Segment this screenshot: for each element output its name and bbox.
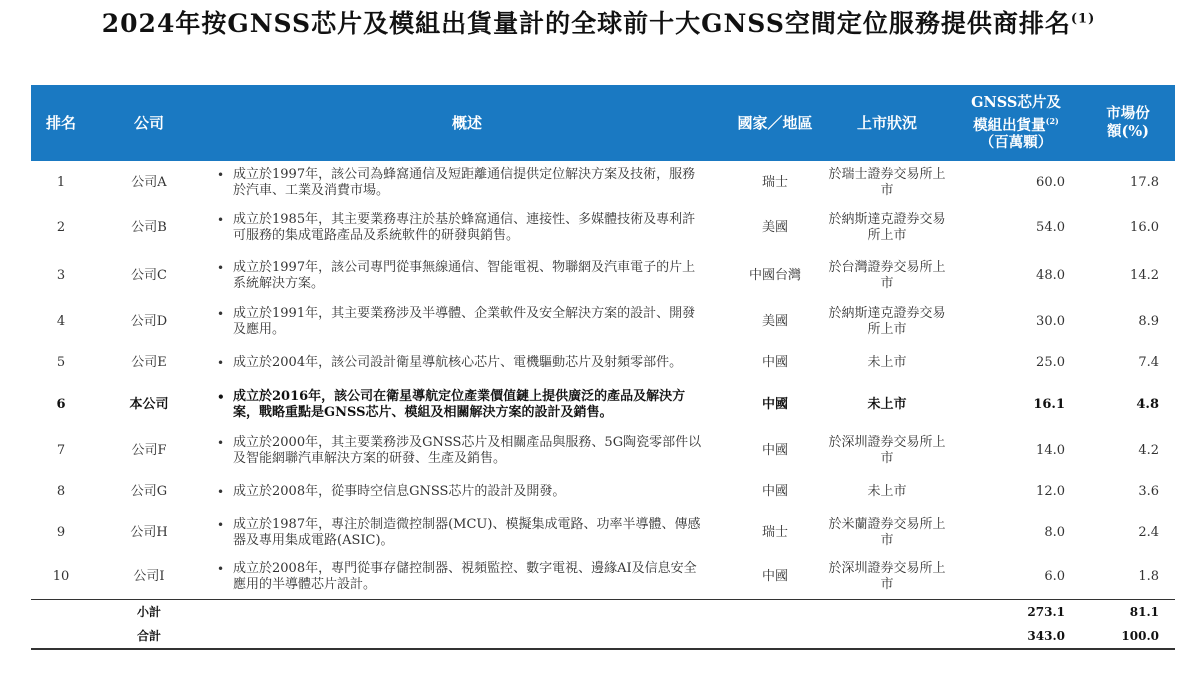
overview-text: 成立於2016年，該公司在衛星導航定位產業價值鏈上提供廣泛的產品及解決方案，戰略重點是GNSS芯片、模組及相關解決方案的設計及銷售。 [233, 389, 686, 420]
overview-cell [207, 428, 727, 473]
share-cell: 2.4 [1138, 525, 1159, 540]
overview-text: 成立於1997年，該公司為蜂窩通信及短距離通信提供定位解決方案及技術，服務於汽車、工業及消費市場。 [233, 166, 696, 198]
col-header-overview: 概述 [207, 85, 727, 161]
overview-cell [207, 300, 727, 343]
region-cell: 中國 [761, 484, 788, 499]
listing-cell: 未上市 [867, 484, 907, 499]
total-share: 100.0 [1081, 624, 1175, 649]
overview-cell [207, 555, 727, 599]
share-cell: 17.8 [1130, 174, 1159, 190]
rank-cell: 1 [56, 174, 66, 190]
overview-text: 成立於2000年，其主要業務涉及GNSS芯片及相關產品與服務、5G陶瓷零部件以及智能網聯汽車解決方案的研發、生產及銷售。 [233, 434, 702, 466]
share-cell: 4.2 [1138, 442, 1159, 458]
rank-cell: 9 [56, 525, 66, 540]
company-cell: 公司G [130, 484, 168, 499]
shipments-cell: 60.0 [1036, 174, 1065, 190]
bullet-icon: • [217, 306, 225, 321]
total-shipments: 343.0 [951, 624, 1081, 649]
col-header-shipments: GNSS芯片及 模組出貨量$^{(2)}$ （百萬顆） [951, 85, 1081, 161]
listing-cell: 於台灣證券交易所上市 [828, 260, 946, 291]
share-cell: 16.0 [1130, 220, 1159, 235]
bullet-icon: • [217, 390, 225, 404]
table-header-row [31, 85, 1175, 161]
company-cell: 公司B [131, 220, 167, 235]
share-cell: 7.4 [1138, 354, 1159, 370]
overview-text: 成立於1985年，其主要業務專注於基於蜂窩通信、連接性、多媒體技術及專利許可服務的集成電路產品及系統軟件的研發與銷售。 [233, 212, 696, 243]
col-header-share: 市場份 額(%) [1081, 85, 1175, 161]
col-header-company: 公司 [91, 85, 207, 161]
bullet-icon: • [217, 355, 225, 370]
rank-cell: 2 [56, 220, 66, 235]
subtotal-label: 小計 [91, 599, 207, 624]
share-cell: 4.8 [1136, 397, 1159, 412]
total-label: 合計 [91, 624, 207, 649]
rank-cell: 3 [56, 268, 66, 283]
shipments-cell: 54.0 [1036, 220, 1065, 235]
company-cell: 公司H [130, 525, 168, 540]
shipments-cell: 8.0 [1044, 525, 1065, 540]
table-row [31, 428, 1175, 473]
region-cell: 瑞士 [761, 525, 788, 540]
bullet-icon: • [217, 485, 225, 499]
bullet-icon: • [217, 518, 225, 532]
listing-cell: 於納斯達克證券交易所上市 [828, 212, 946, 243]
bullet-icon: • [217, 167, 225, 182]
table-row [31, 300, 1175, 343]
rank-cell: 8 [56, 484, 66, 499]
table-row [31, 343, 1175, 382]
region-cell: 中國 [761, 568, 788, 584]
col-header-region: 國家／地區 [727, 85, 823, 161]
region-cell: 瑞士 [761, 174, 788, 190]
company-cell: 本公司 [129, 397, 169, 412]
table-row [31, 382, 1175, 428]
share-cell: 1.8 [1138, 568, 1159, 584]
listing-cell: 於瑞士證券交易所上市 [828, 166, 946, 198]
bullet-icon: • [217, 261, 225, 275]
page-title: 2024年按GNSS芯片及模組出貨量計的全球前十大GNSS空間定位服務提供商排名$^{(1)}$ [101, 9, 1096, 38]
table-row [31, 555, 1175, 599]
company-cell: 公司F [131, 442, 167, 458]
total-row [31, 624, 1175, 649]
listing-cell: 未上市 [867, 397, 907, 412]
col-header-rank: 排名 [31, 85, 91, 161]
share-cell: 3.6 [1138, 484, 1159, 499]
table-row [31, 511, 1175, 555]
listing-cell: 未上市 [867, 354, 907, 370]
overview-text: 成立於2004年，該公司設計衛星導航核心芯片、電機驅動芯片及射頻零部件。 [233, 354, 683, 370]
bullet-icon: • [217, 561, 225, 576]
overview-cell [207, 343, 727, 382]
overview-cell [207, 511, 727, 555]
subtotal-shipments: 273.1 [951, 599, 1081, 624]
shipments-cell: 12.0 [1036, 484, 1065, 499]
shipments-cell: 30.0 [1036, 313, 1065, 329]
region-cell: 美國 [761, 313, 788, 329]
overview-text: 成立於1997年，該公司專門從事無線通信、智能電視、物聯網及汽車電子的片上系統解決方案。 [233, 260, 696, 291]
col-header-listing: 上市狀況 [823, 85, 951, 161]
shipments-cell: 25.0 [1036, 354, 1065, 370]
subtotal-share: 81.1 [1081, 599, 1175, 624]
company-cell: 公司A [131, 174, 167, 190]
company-cell: 公司I [133, 568, 165, 584]
table-row [31, 161, 1175, 204]
overview-text: 成立於1987年，專注於制造微控制器(MCU)、模擬集成電路、功率半導體、傳感器及專用集成電路(ASIC)。 [233, 517, 701, 548]
listing-cell: 於米蘭證券交易所上市 [828, 517, 946, 548]
overview-cell [207, 204, 727, 252]
overview-cell [207, 252, 727, 300]
region-cell: 美國 [761, 220, 788, 235]
company-cell: 公司D [130, 313, 168, 329]
ranking-table [31, 85, 1175, 650]
subtotal-row [31, 599, 1175, 624]
listing-cell: 於納斯達克證券交易所上市 [828, 305, 946, 337]
shipments-cell: 14.0 [1036, 442, 1065, 458]
company-cell: 公司C [131, 268, 167, 283]
listing-cell: 於深圳證券交易所上市 [828, 560, 946, 592]
overview-text: 成立於2008年，從事時空信息GNSS芯片的設計及開發。 [233, 484, 566, 499]
overview-cell [207, 473, 727, 511]
rank-cell: 4 [56, 313, 66, 329]
table-row [31, 252, 1175, 300]
shipments-cell: 48.0 [1036, 268, 1065, 283]
share-cell: 14.2 [1130, 268, 1159, 283]
bullet-icon: • [217, 213, 225, 227]
region-cell: 中國 [761, 442, 788, 458]
rank-cell: 6 [56, 397, 66, 412]
share-cell: 8.9 [1138, 313, 1159, 329]
shipments-cell: 16.1 [1033, 397, 1065, 412]
rank-cell: 7 [56, 442, 66, 458]
rank-cell: 10 [52, 568, 70, 584]
table-row [31, 473, 1175, 511]
shipments-cell: 6.0 [1044, 568, 1065, 584]
overview-text: 成立於1991年，其主要業務涉及半導體、企業軟件及安全解決方案的設計、開發及應用。 [233, 305, 696, 337]
bullet-icon: • [217, 435, 225, 450]
rank-cell: 5 [56, 354, 66, 370]
company-cell: 公司E [131, 354, 167, 370]
region-cell: 中國 [761, 397, 788, 412]
region-cell: 中國 [761, 354, 788, 370]
listing-cell: 於深圳證券交易所上市 [828, 434, 946, 466]
overview-cell [207, 161, 727, 204]
table-row [31, 204, 1175, 252]
overview-cell [207, 382, 727, 428]
region-cell: 中國台灣 [748, 268, 801, 283]
overview-text: 成立於2008年，專門從事存儲控制器、視頻監控、數字電視、邊緣AI及信息安全應用的半導體芯片設計。 [233, 560, 697, 592]
